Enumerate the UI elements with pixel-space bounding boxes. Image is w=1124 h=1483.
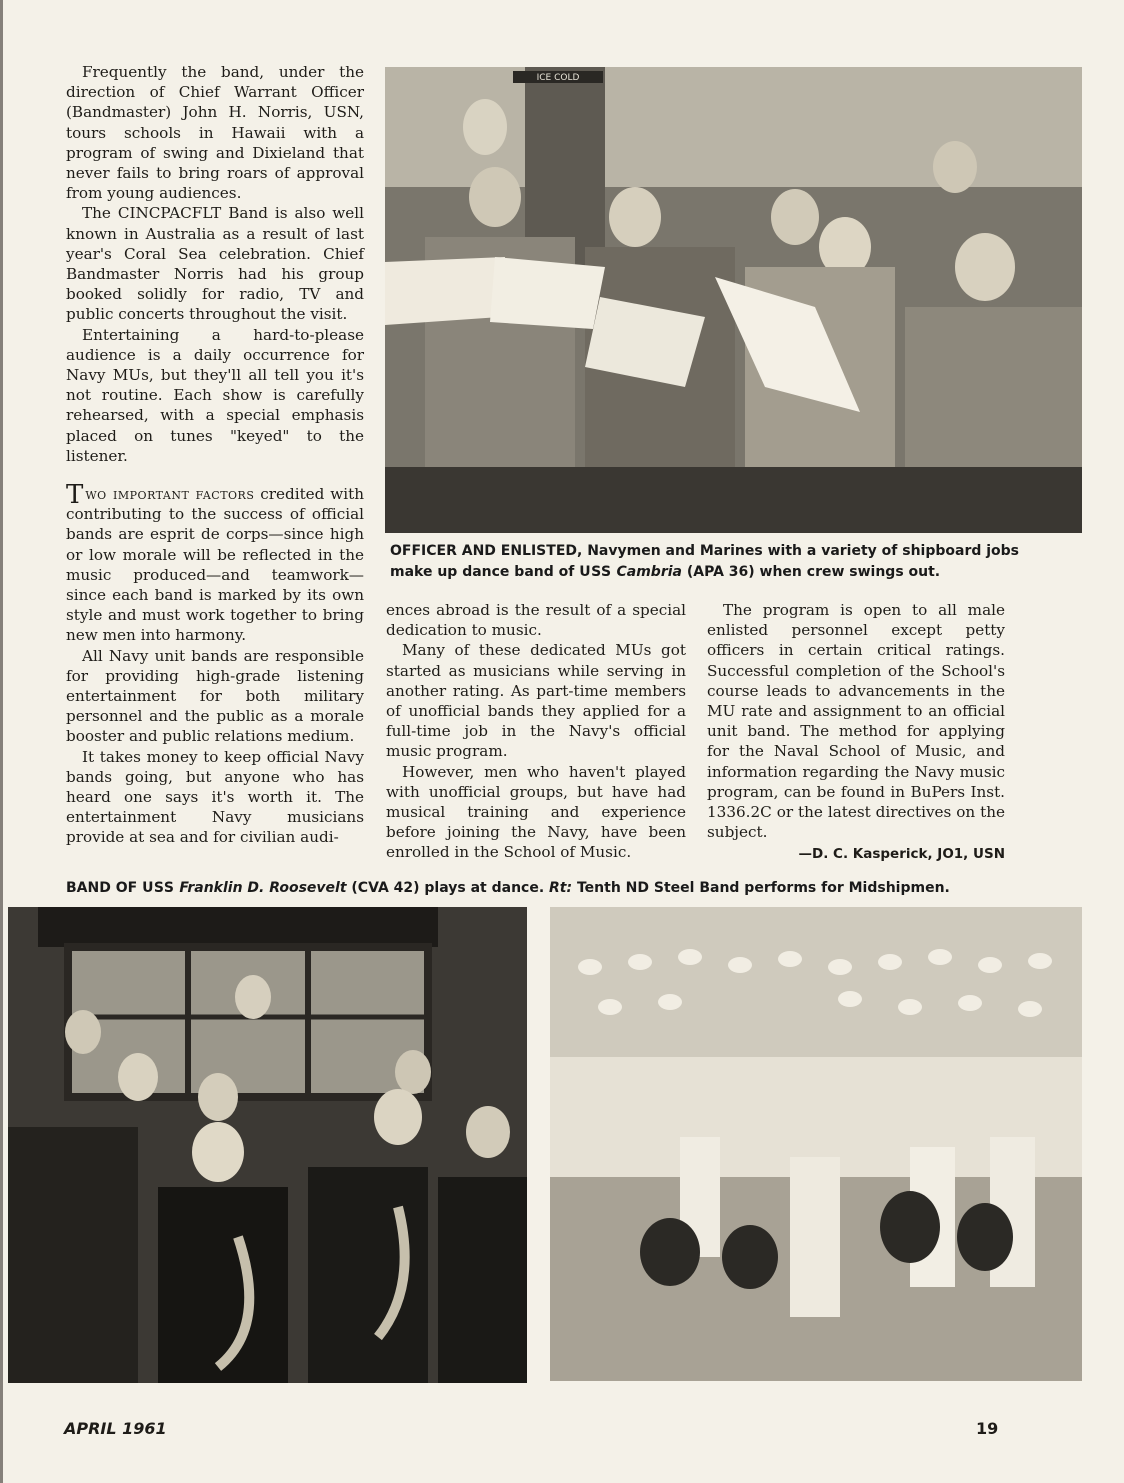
article-column-2 [386, 600, 686, 863]
caption-lead: OFFICER AND ENLISTED, [390, 543, 583, 559]
section-lead-paragraph [66, 480, 364, 646]
page-edge-shadow [0, 0, 3, 1483]
caption-lead: BAND OF [66, 880, 143, 896]
ice-cold-sign: ICE COLD [536, 73, 580, 83]
caption-text: Tenth ND Steel Band performs for Midshipmen. [572, 880, 950, 896]
caption-text: Navymen and Marines with a variety of shipboard jobs make up dance band of [390, 543, 1020, 580]
article-column-3 [707, 600, 1005, 865]
small-caps-lead: wo important factors [85, 485, 255, 503]
paragraph: Frequently the band, under the direction of Chief Warrant Officer (Bandmaster) John H. Norris, USN, tours schools in Hawaii with a program of swing and Dixieland that never fails to bring roars of approval from young audiences. [66, 63, 364, 203]
paragraph: However, men who haven't played with unofficial groups, but have had musical training and experience before joining the Navy, have been enrolled in the School of Music. [386, 762, 686, 862]
caption-uss: USS [142, 880, 175, 896]
paragraph: It takes money to keep official Navy bands going, but anyone who has heard one says it's worth it. The entertainment Navy musicians provide at sea and for civilian audi- [66, 747, 364, 847]
photo-cambria-dance-band [385, 67, 1082, 533]
paragraph: Many of these dedicated MUs got started as musicians while serving in another rating. As part-time members of unofficial bands they applied for a full-time job in the Navy's official music program. [386, 641, 686, 761]
caption-uss: USS [579, 564, 612, 580]
caption-text: (CVA 42) plays at dance. [346, 880, 550, 896]
article-column-1-section [66, 480, 364, 848]
caption-ship-name: Franklin D. Roosevelt [174, 880, 347, 896]
issue-date: APRIL 1961 [64, 1419, 167, 1438]
paragraph: All Navy unit bands are responsible for providing high-grade listening entertainment for both military personnel and the public as a morale booster and public relations medium. [66, 646, 364, 746]
paragraph: ences abroad is the result of a special dedication to music. [386, 601, 686, 640]
photo-caption-bottom [66, 878, 1046, 899]
page-number: 19 [976, 1419, 999, 1438]
paragraph-text: credited with contributing to the success of official bands are esprit de corps—since high or low morale will be reflected in the music produced—and teamwork—since each band is marked by its own style and must work together to bring new men into harmony. [66, 485, 364, 645]
caption-right-marker: Rt: [549, 880, 573, 896]
article-column-1 [66, 62, 364, 466]
photo-steel-band [550, 907, 1082, 1381]
photo-caption-top [390, 541, 1030, 583]
drop-cap: T [66, 480, 84, 510]
byline: —D. C. Kasperick, JO1, USN [798, 846, 1005, 863]
caption-text: (APA 36) when crew swings out. [681, 564, 941, 580]
caption-ship-name: Cambria [611, 564, 682, 580]
paragraph: Entertaining a hard-to-please audience is a daily occurrence for Navy MUs, but they'll all tell you it's not routine. Each show is carefully rehearsed, with a special emphasis placed on tunes "keyed" to the listener. [66, 325, 364, 465]
paragraph: The CINCPACFLT Band is also well known in Australia as a result of last year's Coral Sea celebration. Chief Bandmaster Norris had his group booked solidly for radio, TV and public concerts throughout the visit. [66, 204, 364, 324]
paragraph: The program is open to all male enlisted personnel except petty officers in certain critical ratings. Successful completion of the School's course leads to advancements in the MU rate and assignment to an official unit band. The method for applying for the Naval School of Music, and information regarding the Navy music program, can be found in BuPers Inst. 1336.2C or the latest directives on the subject. [707, 601, 1005, 842]
photo-roosevelt-band [8, 907, 527, 1383]
